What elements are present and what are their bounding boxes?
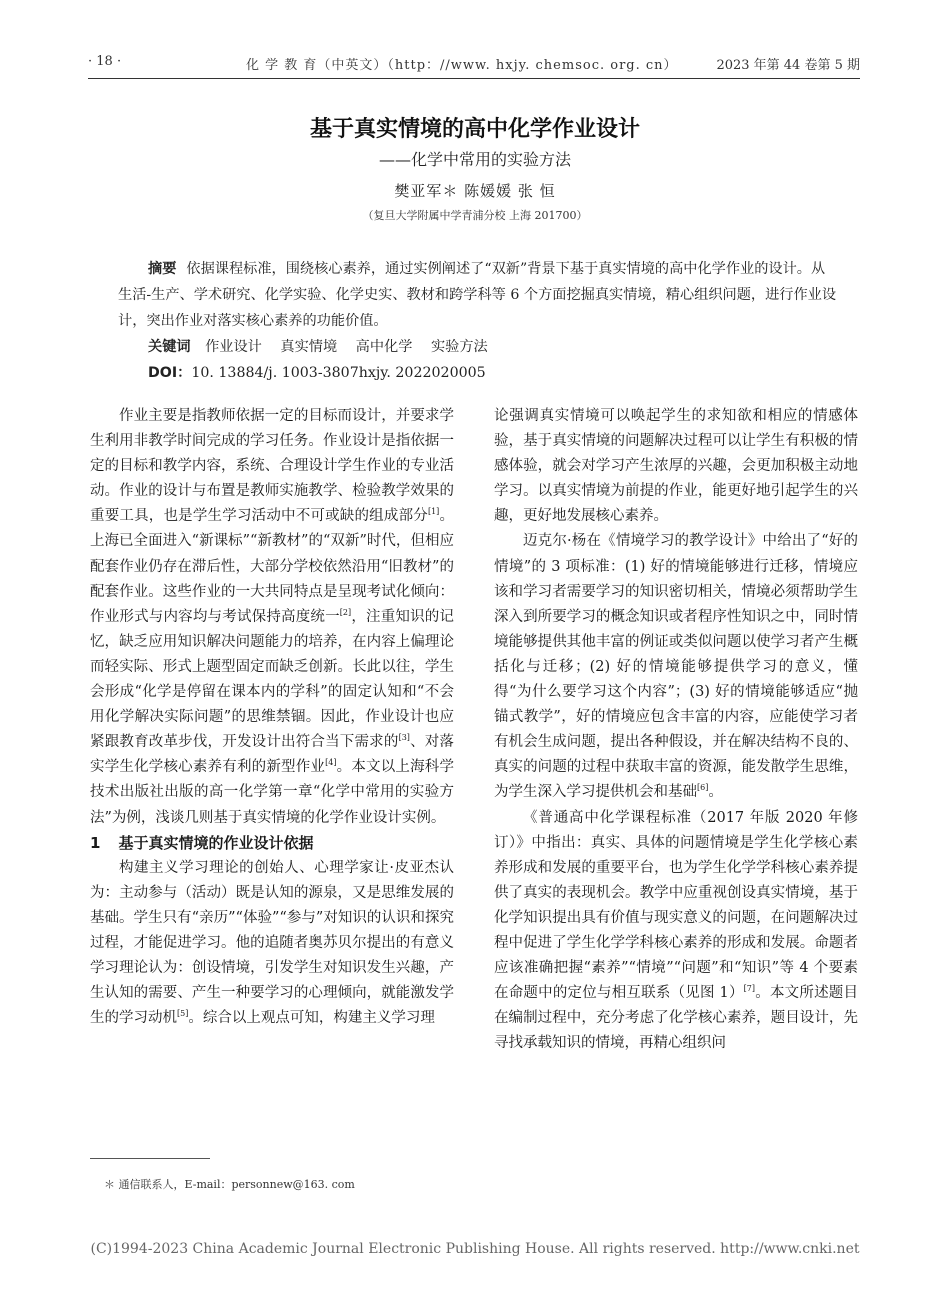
journal-name: 化 学 教 育（中英文）（http：//www. hxjy. chemsoc. org. cn） — [246, 58, 678, 73]
body-paragraph: 《普通高中化学课程标准（2017 年版 2020 年修订）》中指出：真实、具体的问题情境是学生化学核心素养形成和发展的重要平台，也为学生化学学科核心素养提供了真实的表现机会。教学中应重视创设真实情境，基于化学知识提出具有价值与现实意义的问题，在问题解决过程中促进了学生化学学科核心素养的形成和发展。命题者应该准确把握“素养”“情境”“问题”和“知识”等 4 个要素在命题中的定位与相互联系（见图 1）[7]。本文所述题目在编制过程中，充分考虑了化学核心素养，题目设计，先寻找承载知识的情境，再精心组织问 — [494, 809, 859, 1052]
footnote: ＊ 通信联系人，E-mail：personnew@163. com — [104, 1178, 355, 1191]
page-number: · 18 · — [88, 54, 122, 69]
right-column — [494, 404, 858, 1056]
keyword: 作业设计 — [205, 339, 262, 355]
keywords-label: 关键词 — [148, 339, 191, 355]
keyword: 实验方法 — [430, 339, 488, 355]
body-paragraph: 作业主要是指教师依据一定的目标而设计，并要求学生利用非教学时间完成的学习任务。作业设计是指依据一定的目标和教学内容，系统、合理设计学生作业的专业活动。作业的设计与布置是教师实施教学、检验教学效果的重要工具，也是学生学习活动中不可或缺的组成部分[1]。上海已全面进入“新课标”“新教材”的“双新”时代，但相应配套作业仍存在滞后性，大部分学校依然沿用“旧教材”的配套作业。这些作业的一大共同特点是呈现考试化倾向：作业形式与内容均与考试保持高度统一[2]，注重知识的记忆，缺乏应用知识解决问题能力的培养，在内容上偏理论而轻实际、形式上题型固定而缺乏创新。长此以往，学生会形成“化学是停留在课本内的学科”的固定认知和“不会用化学解决实际问题”的思维禁锢。因此，作业设计也应紧跟教育改革步伐，开发设计出符合当下需求的[3]、对落实学生化学核心素养有利的新型作业[4]。本文以上海科学技术出版社出版的高一化学第一章“化学中常用的实验方法”为例，浅谈几则基于真实情境的化学作业设计实例。 — [90, 408, 455, 826]
citation: [7] — [743, 984, 756, 994]
citation: [6] — [697, 783, 709, 793]
issue-info: 2023 年第 44 卷第 5 期 — [716, 58, 860, 73]
running-header — [88, 52, 860, 74]
footnote-rule — [90, 1158, 210, 1159]
section-heading — [90, 831, 454, 856]
header-rule — [88, 78, 860, 79]
article-subtitle: ——化学中常用的实验方法 — [378, 150, 571, 169]
abstract-label: 摘要 — [148, 261, 177, 277]
doi-line — [148, 360, 838, 386]
body-paragraph: 迈克尔·杨在《情境学习的教学设计》中给出了“好的情境”的 3 项标准：(1) 好的情境能够进行迁移，情境应该和学习者需要学习的知识密切相关，情境必须帮助学生深入到所要学习的概念知识或者程序性知识之中，同时情境能够提供其他丰富的例证或类似问题以使学习者产生概括化与迁移；(2) 好的情境能够提供学习的意义，懂得“为什么要学习这个内容”；(3) 好的情境能够适应“抛锚式教学”，好的情境应包含丰富的内容，应能使学习者有机会生成问题，提出各种假设，并在解决结构不良的、真实的问题的过程中获取丰富的资源，能发散学生思维，为学生深入学习提供机会和基础[6]。 — [494, 533, 858, 801]
citation: [5] — [177, 1009, 189, 1019]
citation: [2] — [339, 607, 352, 617]
abstract-block — [118, 256, 838, 386]
copyright-notice: (C)1994-2023 China Academic Journal Electronic Publishing House. All rights reserved. http://www.cnki.net — [90, 1241, 860, 1257]
citation: [1] — [427, 507, 440, 517]
doi-label: DOI： — [148, 365, 192, 381]
abstract-paragraph — [118, 256, 838, 334]
body-paragraph: 论强调真实情境可以唤起学生的求知欲和相应的情感体验，基于真实情境的问题解决过程可以让学生有积极的情感体验，就会对学习产生浓厚的兴趣，会更加积极主动地学习。以真实情境为前提的作业，能更好地引起学生的兴趣，更好地发展核心素养。 — [494, 408, 858, 525]
keywords-line — [148, 334, 838, 360]
article-title: 基于真实情境的高中化学作业设计 — [309, 117, 640, 142]
section-number: 1 — [90, 833, 101, 852]
citation: [3] — [398, 733, 410, 743]
keyword: 真实情境 — [280, 339, 338, 355]
body-paragraph: 构建主义学习理论的创始人、心理学家让·皮亚杰认为：主动参与（活动）既是认知的源泉，又是思维发展的基础。学生只有“亲历”“体验”“参与”对知识的认识和探究过程，才能促进学习。他的追随者奥苏贝尔提出的有意义学习理论认为：创设情境，引发学生对知识发生兴趣，产生认知的需要、产生一种要学习的心理倾向，就能激发学生的学习动机[5]。综合以上观点可知，构建主义学习理 — [90, 859, 454, 1027]
affiliation: （复旦大学附属中学青浦分校 上海 201700） — [362, 209, 588, 222]
citation: [4] — [325, 758, 337, 768]
doi-value: 10. 13884/j. 1003-3807hxjy. 2022020005 — [191, 365, 486, 381]
keyword: 高中化学 — [355, 339, 413, 355]
abstract-text: 依据课程标准，围绕核心素养，通过实例阐述了“双新”背景下基于真实情境的高中化学作业的设计。从生活-生产、学术研究、化学实验、化学史实、教材和跨学科等 6 个方面挖掘真实情境，精心组织问题，进行作业设计，突出作业对落实核心素养的功能价值。 — [118, 261, 837, 329]
authors: 樊亚军＊ 陈媛媛 张 恒 — [394, 182, 556, 200]
left-column — [90, 404, 454, 1031]
section-title: 基于真实情境的作业设计依据 — [118, 833, 314, 852]
